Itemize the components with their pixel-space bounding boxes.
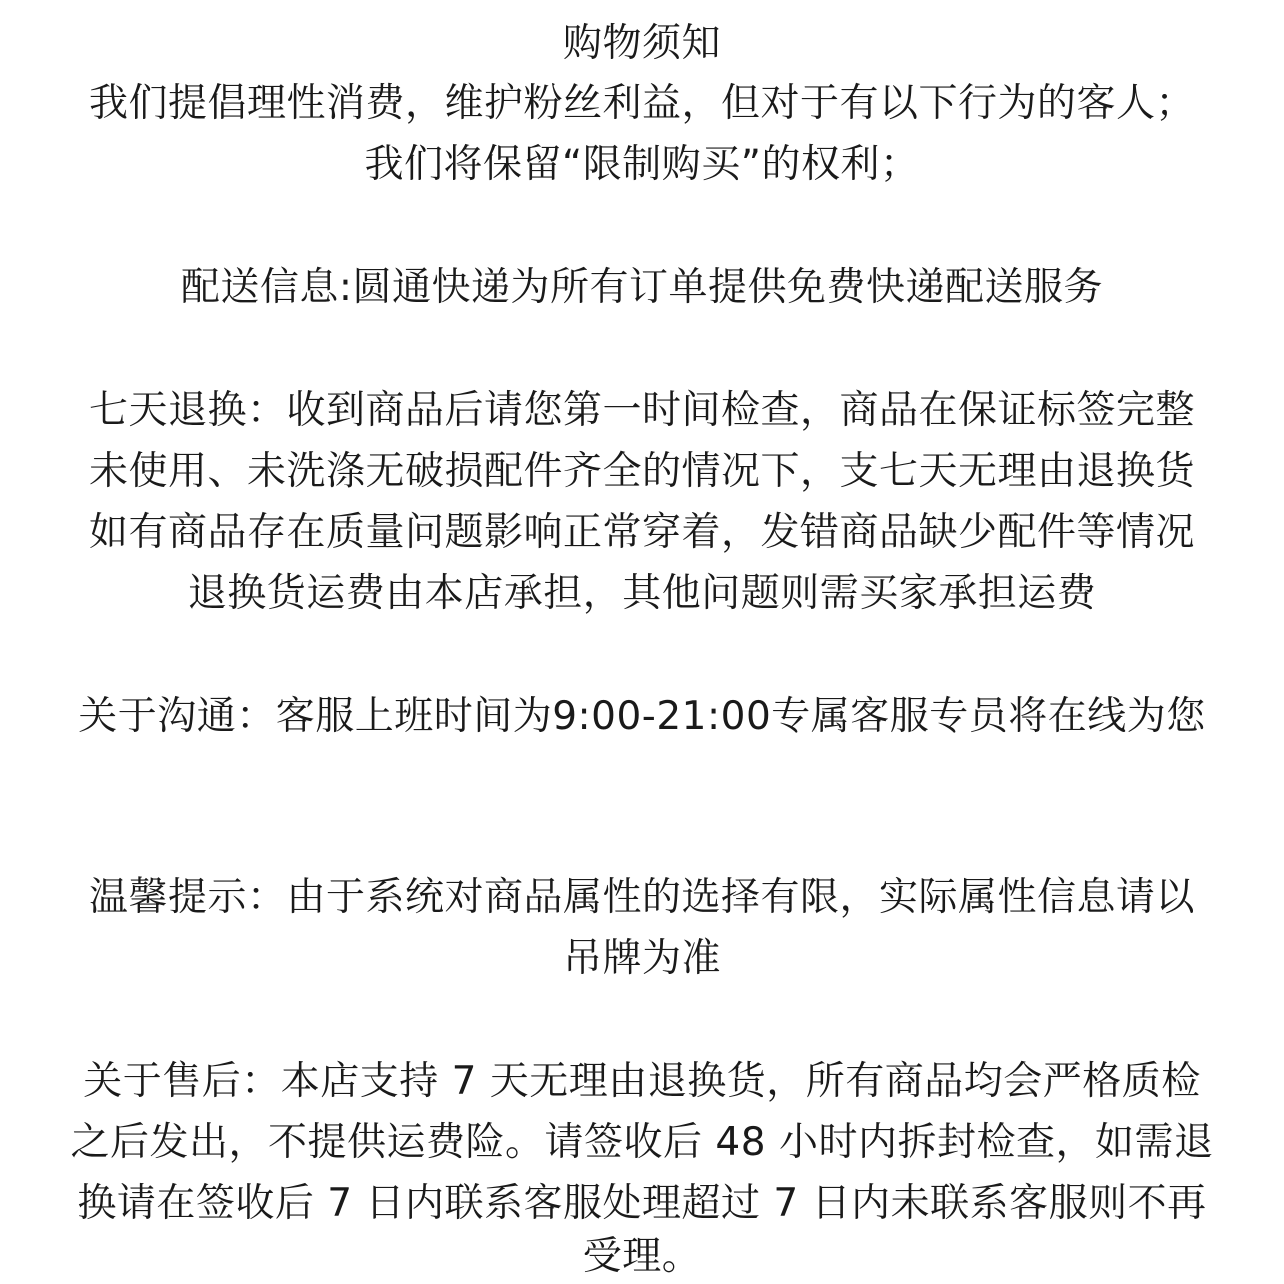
communication-line: 关于沟通：客服上班时间为9:00-21:00专属客服专员将在线为您: [78, 694, 1206, 739]
after-sales-line: 换请在签收后 7 日内联系客服处理超过 7 日内未联系客服则不再: [77, 1181, 1207, 1226]
returns-policy-line: 如有商品存在质量问题影响正常穿着，发错商品缺少配件等情况: [88, 510, 1195, 555]
after-sales-line: 之后发出，不提供运费险。请签收后 48 小时内拆封检查，如需退: [70, 1120, 1214, 1165]
returns-policy-line: 七天退换：收到商品后请您第一时间检查，商品在保证标签完整: [88, 388, 1195, 433]
intro-line: 我们将保留“限制购买”的权利；: [364, 142, 920, 187]
after-sales-line: 受理。: [582, 1234, 702, 1279]
shipping-info-line: 配送信息:圆通快递为所有订单提供免费快递配送服务: [180, 265, 1104, 310]
document-title: 购物须知: [562, 21, 721, 66]
returns-policy-line: 未使用、未洗涤无破损配件齐全的情况下，支七天无理由退换货: [88, 449, 1195, 494]
reminder-line: 吊牌为准: [562, 936, 721, 981]
returns-policy-line: 退换货运费由本店承担，其他问题则需买家承担运费: [187, 571, 1097, 616]
after-sales-line: 关于售后：本店支持 7 天无理由退换货，所有商品均会严格质检: [83, 1059, 1201, 1104]
reminder-line: 温馨提示：由于系统对商品属性的选择有限，实际属性信息请以: [88, 875, 1195, 920]
intro-line: 我们提倡理性消费，维护粉丝利益，但对于有以下行为的客人；: [88, 81, 1195, 126]
